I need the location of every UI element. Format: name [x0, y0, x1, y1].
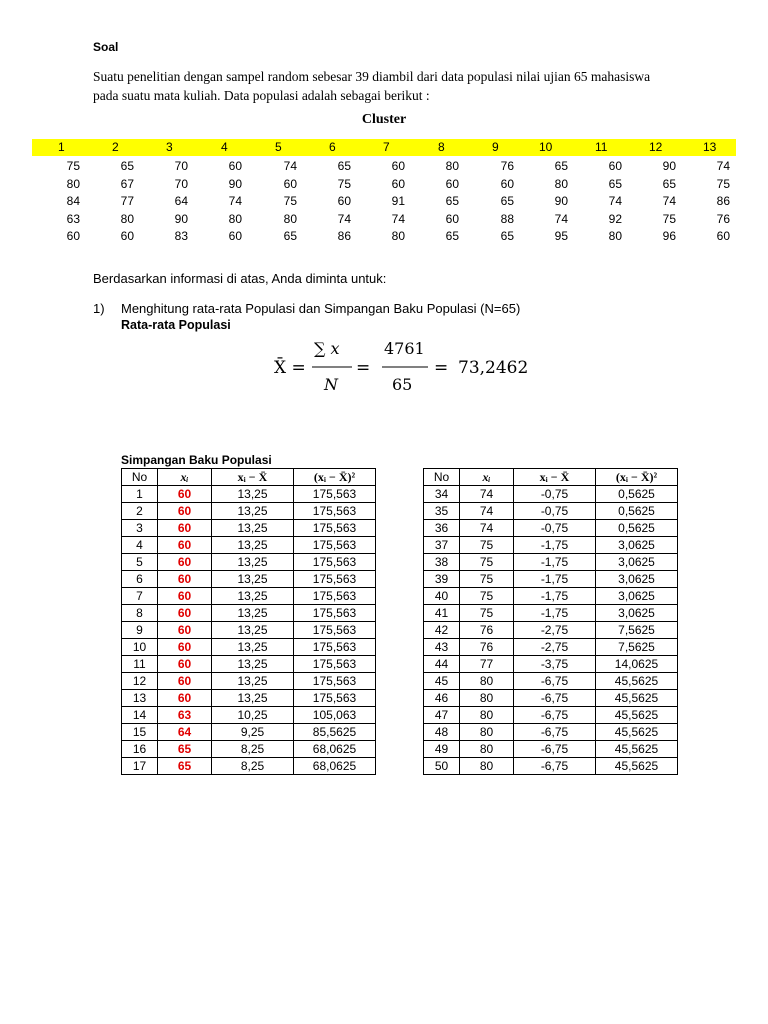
- cell-deviation: 13,25: [212, 571, 294, 588]
- cell-deviation: -1,75: [514, 554, 596, 571]
- cell-xi: 60: [158, 605, 212, 622]
- cluster-cell: 75: [283, 194, 297, 208]
- table-row: [424, 571, 678, 588]
- table-row: [122, 741, 376, 758]
- cluster-cell: 65: [500, 194, 514, 208]
- cell-deviation: -0,75: [514, 520, 596, 537]
- cell-no: 11: [122, 656, 158, 673]
- cell-no: 40: [424, 588, 460, 605]
- cell-xi: 80: [460, 758, 514, 775]
- cluster-cell: 60: [445, 211, 459, 226]
- cluster-cell: 74: [554, 211, 568, 226]
- cell-no: 43: [424, 639, 460, 656]
- cell-deviation: -2,75: [514, 639, 596, 656]
- cell-squared: 0,5625: [596, 486, 678, 503]
- cluster-cell: 64: [174, 194, 188, 208]
- table-row: [122, 690, 376, 707]
- cell-squared: 105,063: [294, 707, 376, 724]
- cell-deviation: -0,75: [514, 503, 596, 520]
- cell-squared: 68,0625: [294, 758, 376, 775]
- cell-deviation: 13,25: [212, 605, 294, 622]
- cluster-header-7: 7: [383, 140, 390, 154]
- cell-xi: 74: [460, 486, 514, 503]
- cell-squared: 175,563: [294, 486, 376, 503]
- cell-no: 49: [424, 741, 460, 758]
- cluster-cell: 65: [283, 229, 297, 243]
- table-row: [424, 622, 678, 639]
- cell-no: 9: [122, 622, 158, 639]
- cluster-cell: 74: [228, 194, 242, 208]
- cell-xi: 76: [460, 639, 514, 656]
- table-row: [122, 486, 376, 503]
- cell-squared: 175,563: [294, 605, 376, 622]
- cell-no: 1: [122, 486, 158, 503]
- cluster-cell: 91: [391, 194, 405, 208]
- cluster-cell: 86: [337, 229, 351, 243]
- cell-deviation: -6,75: [514, 724, 596, 741]
- cluster-cell: 60: [500, 176, 514, 191]
- cluster-cell: 63: [66, 211, 80, 226]
- cell-squared: 3,0625: [596, 588, 678, 605]
- table-row: [424, 486, 678, 503]
- table-row: [424, 520, 678, 537]
- col-header-no: No: [122, 469, 158, 486]
- cluster-cell: 65: [445, 229, 459, 243]
- cluster-cell: 90: [228, 176, 242, 191]
- cell-squared: 45,5625: [596, 673, 678, 690]
- cell-no: 35: [424, 503, 460, 520]
- cell-no: 50: [424, 758, 460, 775]
- cell-squared: 175,563: [294, 639, 376, 656]
- cell-squared: 85,5625: [294, 724, 376, 741]
- cluster-cell: 80: [554, 176, 568, 191]
- cluster-title: Cluster: [361, 112, 407, 127]
- cluster-header-3: 3: [166, 140, 173, 154]
- cluster-header-6: 6: [329, 140, 336, 154]
- cell-deviation: -6,75: [514, 741, 596, 758]
- cell-no: 2: [122, 503, 158, 520]
- cluster-cell: 65: [120, 159, 134, 173]
- cluster-cell: 88: [500, 211, 514, 226]
- cell-xi: 60: [158, 520, 212, 537]
- formula-denominator: 65: [392, 375, 413, 394]
- col-header-xi: xᵢ: [158, 469, 212, 486]
- cell-xi: 65: [158, 758, 212, 775]
- cell-deviation: -3,75: [514, 656, 596, 673]
- cell-xi: 60: [158, 690, 212, 707]
- cell-xi: 60: [158, 639, 212, 656]
- mean-heading: Rata-rata Populasi: [121, 318, 231, 332]
- cluster-cell: 60: [120, 229, 134, 243]
- cluster-cell: 74: [608, 194, 622, 208]
- cell-squared: 0,5625: [596, 520, 678, 537]
- cell-no: 6: [122, 571, 158, 588]
- cell-deviation: -6,75: [514, 758, 596, 775]
- cell-deviation: 8,25: [212, 758, 294, 775]
- cell-squared: 175,563: [294, 554, 376, 571]
- table-row: [122, 656, 376, 673]
- cell-no: 8: [122, 605, 158, 622]
- table-row: [122, 503, 376, 520]
- col-header-squared: (xᵢ − X̄)²: [596, 469, 678, 486]
- formula-eq2: =: [434, 358, 449, 378]
- cluster-header-8: 8: [438, 140, 445, 154]
- cluster-header-4: 4: [221, 140, 228, 154]
- cluster-cell: 92: [608, 211, 622, 226]
- cluster-cell: 65: [445, 194, 459, 208]
- cell-xi: 74: [460, 520, 514, 537]
- cell-squared: 45,5625: [596, 724, 678, 741]
- cell-squared: 3,0625: [596, 554, 678, 571]
- cluster-cell: 70: [174, 159, 188, 173]
- cell-no: 5: [122, 554, 158, 571]
- cell-deviation: 13,25: [212, 520, 294, 537]
- table-row: [122, 707, 376, 724]
- cell-squared: 175,563: [294, 588, 376, 605]
- cluster-cell: 75: [662, 211, 676, 226]
- cluster-cell: 80: [120, 211, 134, 226]
- cell-no: 46: [424, 690, 460, 707]
- cluster-cell: 60: [283, 176, 297, 191]
- cell-deviation: -6,75: [514, 707, 596, 724]
- cell-no: 4: [122, 537, 158, 554]
- cell-deviation: -6,75: [514, 673, 596, 690]
- cell-xi: 60: [158, 537, 212, 554]
- cell-deviation: 13,25: [212, 486, 294, 503]
- table-row: [122, 622, 376, 639]
- cell-no: 15: [122, 724, 158, 741]
- cluster-cell: 80: [608, 229, 622, 243]
- cell-no: 38: [424, 554, 460, 571]
- table-row: [122, 639, 376, 656]
- cell-no: 47: [424, 707, 460, 724]
- cell-no: 41: [424, 605, 460, 622]
- cell-deviation: -1,75: [514, 537, 596, 554]
- cluster-cell: 80: [66, 176, 80, 191]
- cell-squared: 175,563: [294, 656, 376, 673]
- cell-squared: 175,563: [294, 622, 376, 639]
- formula-result: 73,2462: [458, 358, 529, 378]
- cell-no: 17: [122, 758, 158, 775]
- cell-deviation: 13,25: [212, 503, 294, 520]
- cell-xi: 60: [158, 673, 212, 690]
- cluster-cell: 70: [174, 176, 188, 191]
- cell-no: 48: [424, 724, 460, 741]
- col-header-no: No: [424, 469, 460, 486]
- cluster-header-2: 2: [112, 140, 119, 154]
- cluster-cell: 75: [716, 176, 730, 191]
- formula-numerator: 4761: [384, 339, 425, 358]
- cluster-cell: 65: [337, 159, 351, 173]
- table-row: [424, 503, 678, 520]
- cell-xi: 75: [460, 571, 514, 588]
- cluster-cell: 80: [283, 211, 297, 226]
- cell-deviation: -1,75: [514, 571, 596, 588]
- cluster-cell: 67: [120, 176, 134, 191]
- cell-xi: 60: [158, 503, 212, 520]
- table-row: [122, 571, 376, 588]
- cluster-cell: 96: [662, 229, 676, 243]
- col-header-deviation: xᵢ − X̄: [212, 469, 294, 486]
- cell-no: 44: [424, 656, 460, 673]
- cell-squared: 45,5625: [596, 690, 678, 707]
- cell-squared: 175,563: [294, 537, 376, 554]
- cell-xi: 80: [460, 707, 514, 724]
- table-row: [424, 673, 678, 690]
- question-number: 1): [93, 301, 105, 316]
- cell-no: 10: [122, 639, 158, 656]
- cell-xi: 75: [460, 588, 514, 605]
- cell-no: 36: [424, 520, 460, 537]
- cluster-header-13: 13: [703, 140, 717, 154]
- cluster-cell: 60: [228, 229, 242, 243]
- table-row: [424, 690, 678, 707]
- cell-squared: 0,5625: [596, 503, 678, 520]
- cluster-cell: 86: [716, 194, 730, 208]
- col-header-squared: (xᵢ − X̄)²: [294, 469, 376, 486]
- cell-squared: 175,563: [294, 520, 376, 537]
- cluster-cell: 60: [228, 159, 242, 173]
- cluster-cell: 83: [174, 229, 188, 243]
- problem-text: Suatu penelitian dengan sampel random sebesar 39 diambil dari data populasi nilai ujian 65 mahasiswa pada suatu mata kuliah. Data populasi adalah sebagai berikut :: [93, 69, 651, 103]
- cell-deviation: -0,75: [514, 486, 596, 503]
- table-row: [122, 673, 376, 690]
- cell-xi: 64: [158, 724, 212, 741]
- table-row: [122, 758, 376, 775]
- cell-deviation: -1,75: [514, 588, 596, 605]
- sd-table-left: [121, 468, 376, 775]
- cell-xi: 60: [158, 571, 212, 588]
- col-header-deviation: xᵢ − X̄: [514, 469, 596, 486]
- cluster-cell: 60: [608, 159, 622, 173]
- cell-xi: 60: [158, 588, 212, 605]
- soal-heading: Soal: [93, 40, 119, 54]
- cluster-cell: 74: [716, 159, 730, 173]
- cell-deviation: -1,75: [514, 605, 596, 622]
- cell-no: 7: [122, 588, 158, 605]
- question-text: Menghitung rata-rata Populasi dan Simpangan Baku Populasi (N=65): [121, 301, 521, 316]
- cluster-cell: 95: [554, 229, 568, 243]
- sd-table-right: [423, 468, 678, 775]
- cell-deviation: 13,25: [212, 588, 294, 605]
- cell-squared: 3,0625: [596, 537, 678, 554]
- cell-xi: 60: [158, 622, 212, 639]
- cell-xi: 77: [460, 656, 514, 673]
- cluster-cell: 76: [500, 159, 514, 173]
- cell-no: 39: [424, 571, 460, 588]
- cluster-header-12: 12: [649, 140, 663, 154]
- formula-n: N: [324, 375, 338, 394]
- cell-xi: 65: [158, 741, 212, 758]
- cluster-cell: 75: [66, 159, 80, 173]
- table-row: [424, 554, 678, 571]
- cluster-cell: 84: [66, 194, 80, 208]
- mean-formula: [272, 332, 542, 396]
- cell-xi: 74: [460, 503, 514, 520]
- cluster-cell: 65: [554, 159, 568, 173]
- cell-no: 37: [424, 537, 460, 554]
- table-row: [424, 639, 678, 656]
- cell-deviation: 13,25: [212, 554, 294, 571]
- cell-xi: 76: [460, 622, 514, 639]
- cell-xi: 60: [158, 656, 212, 673]
- table-row: [424, 605, 678, 622]
- cluster-cell: 80: [445, 159, 459, 173]
- cell-squared: 7,5625: [596, 639, 678, 656]
- table-row: [424, 758, 678, 775]
- cell-squared: 175,563: [294, 673, 376, 690]
- cell-squared: 3,0625: [596, 571, 678, 588]
- table-row: [424, 537, 678, 554]
- cluster-cell: 60: [391, 159, 405, 173]
- cell-no: 45: [424, 673, 460, 690]
- table-row: [424, 707, 678, 724]
- cell-squared: 7,5625: [596, 622, 678, 639]
- table-row: [424, 656, 678, 673]
- cell-no: 13: [122, 690, 158, 707]
- cell-squared: 175,563: [294, 690, 376, 707]
- cell-deviation: 8,25: [212, 741, 294, 758]
- cluster-cell: 74: [337, 211, 351, 226]
- cluster-cell: 90: [174, 211, 188, 226]
- formula-lhs: X̄ =: [274, 358, 306, 378]
- table-row: [122, 554, 376, 571]
- cell-squared: 175,563: [294, 571, 376, 588]
- table-row: [122, 724, 376, 741]
- cluster-cell: 74: [662, 194, 676, 208]
- cluster-header-10: 10: [539, 140, 553, 154]
- cluster-cell: 74: [391, 211, 405, 226]
- cell-xi: 60: [158, 554, 212, 571]
- cell-no: 16: [122, 741, 158, 758]
- cell-squared: 68,0625: [294, 741, 376, 758]
- cluster-cell: 60: [716, 229, 730, 243]
- cell-deviation: 13,25: [212, 622, 294, 639]
- cluster-cell: 60: [391, 176, 405, 191]
- cluster-cell: 76: [716, 211, 730, 226]
- cell-xi: 75: [460, 605, 514, 622]
- cell-deviation: -6,75: [514, 690, 596, 707]
- cell-deviation: 9,25: [212, 724, 294, 741]
- cell-deviation: 10,25: [212, 707, 294, 724]
- cell-xi: 63: [158, 707, 212, 724]
- cell-squared: 14,0625: [596, 656, 678, 673]
- table-row: [424, 724, 678, 741]
- cluster-cell: 65: [500, 229, 514, 243]
- table-row: [122, 537, 376, 554]
- cell-no: 34: [424, 486, 460, 503]
- cell-no: 12: [122, 673, 158, 690]
- table-row: [122, 588, 376, 605]
- cell-squared: 175,563: [294, 503, 376, 520]
- cluster-header-5: 5: [275, 140, 282, 154]
- cluster-cell: 60: [66, 229, 80, 243]
- cluster-cell: 90: [554, 194, 568, 208]
- cluster-cell: 74: [283, 159, 297, 173]
- table-row: [424, 741, 678, 758]
- cell-xi: 80: [460, 690, 514, 707]
- cell-squared: 45,5625: [596, 741, 678, 758]
- cluster-cell: 77: [120, 194, 134, 208]
- cell-squared: 45,5625: [596, 758, 678, 775]
- cell-deviation: 13,25: [212, 537, 294, 554]
- table-row: [424, 588, 678, 605]
- cluster-cell: 90: [662, 159, 676, 173]
- cluster-cell: 75: [337, 176, 351, 191]
- cluster-cell: 80: [391, 229, 405, 243]
- cluster-header-row: [32, 139, 736, 156]
- sd-heading: Simpangan Baku Populasi: [121, 453, 272, 467]
- cluster-cell: 60: [445, 176, 459, 191]
- cell-xi: 60: [158, 486, 212, 503]
- cell-deviation: 13,25: [212, 656, 294, 673]
- cell-xi: 80: [460, 673, 514, 690]
- formula-eq1: =: [356, 358, 371, 378]
- cluster-header-11: 11: [595, 140, 608, 154]
- cell-deviation: -2,75: [514, 622, 596, 639]
- cluster-header-9: 9: [492, 140, 499, 154]
- cell-xi: 75: [460, 537, 514, 554]
- cell-no: 42: [424, 622, 460, 639]
- cell-deviation: 13,25: [212, 690, 294, 707]
- cell-deviation: 13,25: [212, 673, 294, 690]
- cluster-cell: 65: [608, 176, 622, 191]
- cluster-header-1: 1: [58, 140, 65, 154]
- cell-deviation: 13,25: [212, 639, 294, 656]
- formula-sum: ∑ x: [314, 339, 340, 358]
- cell-xi: 80: [460, 724, 514, 741]
- cell-no: 3: [122, 520, 158, 537]
- cell-xi: 80: [460, 741, 514, 758]
- cell-xi: 75: [460, 554, 514, 571]
- col-header-xi: xᵢ: [460, 469, 514, 486]
- table-row: [122, 605, 376, 622]
- cell-no: 14: [122, 707, 158, 724]
- cluster-cell: 80: [228, 211, 242, 226]
- cluster-cell: 60: [337, 194, 351, 208]
- cell-squared: 3,0625: [596, 605, 678, 622]
- cluster-cell: 65: [662, 176, 676, 191]
- instruction-text: Berdasarkan informasi di atas, Anda diminta untuk:: [93, 271, 387, 286]
- cell-squared: 45,5625: [596, 707, 678, 724]
- table-row: [122, 520, 376, 537]
